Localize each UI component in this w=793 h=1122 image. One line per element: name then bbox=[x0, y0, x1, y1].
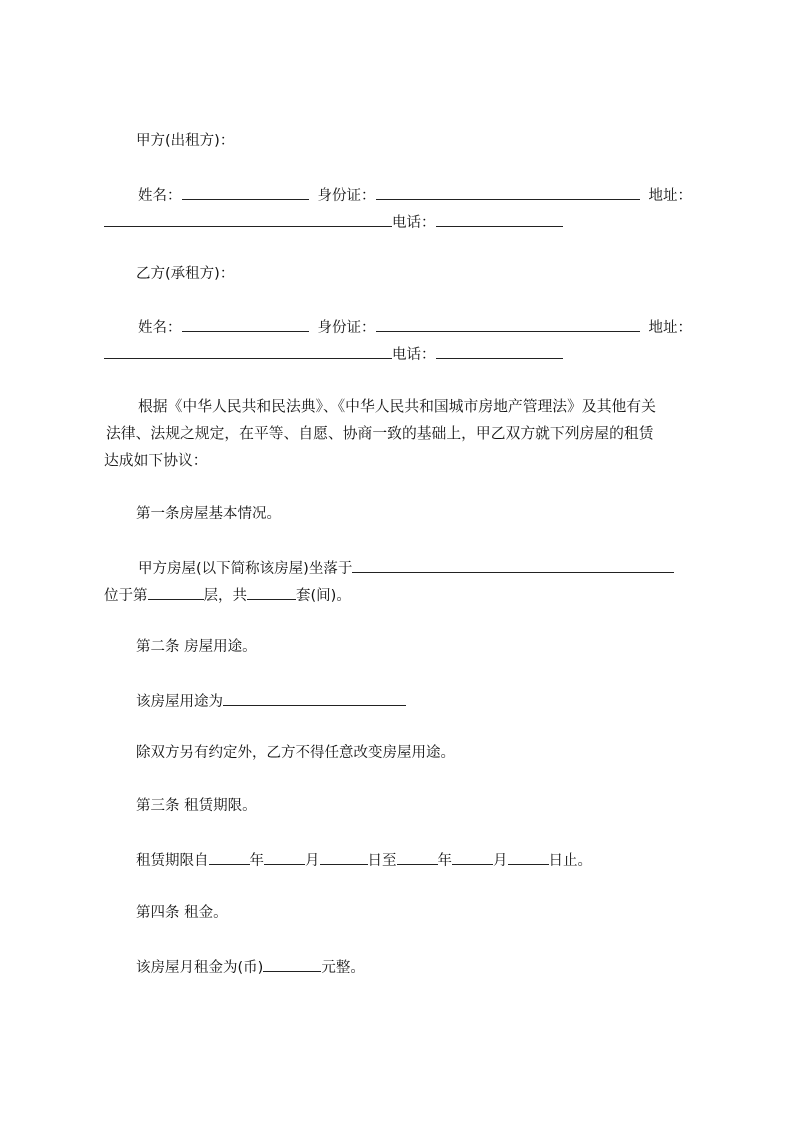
end-day-blank[interactable] bbox=[508, 849, 549, 865]
lessor-name-label: 姓名： bbox=[138, 188, 182, 204]
article-1-title: 第一条房屋基本情况。 bbox=[136, 506, 281, 522]
location-blank[interactable] bbox=[352, 557, 674, 573]
preamble-line-3: 达成如下协议： bbox=[104, 452, 208, 469]
use-blank[interactable] bbox=[223, 690, 406, 706]
article-1-location-row bbox=[138, 557, 674, 577]
use-label: 该房屋用途为 bbox=[136, 694, 223, 710]
lessor-phone-label: 电话： bbox=[392, 215, 436, 231]
lessee-address-blank[interactable] bbox=[104, 343, 392, 359]
end-year-label: 年 bbox=[437, 853, 452, 869]
floor-blank[interactable] bbox=[148, 584, 204, 600]
rent-amount-blank[interactable] bbox=[263, 956, 321, 972]
lessor-id-blank[interactable] bbox=[376, 184, 640, 200]
end-month-blank[interactable] bbox=[452, 849, 493, 865]
lessor-address-phone-row bbox=[104, 211, 563, 231]
lessor-heading: 甲方(出租方)： bbox=[136, 133, 235, 149]
article-4-title: 第四条 租金。 bbox=[136, 905, 228, 921]
lessor-phone-blank[interactable] bbox=[436, 211, 563, 227]
lessor-id-label: 身份证： bbox=[317, 188, 376, 204]
lessor-info-row bbox=[138, 184, 692, 204]
lessee-address-phone-row bbox=[104, 343, 563, 363]
floor-label: 位于第 bbox=[104, 588, 148, 604]
floor-mid-label: 层，共 bbox=[203, 588, 247, 604]
lessee-heading: 乙方(承租方)： bbox=[136, 266, 235, 282]
preamble-line-1: 根据《中华人民共和民法典》、《中华人民共和国城市房地产管理法》及其他有关 bbox=[138, 398, 656, 415]
units-label: 套(间)。 bbox=[296, 588, 351, 604]
start-year-blank[interactable] bbox=[209, 849, 250, 865]
preamble-line-2: 法律、法规之规定，在平等、自愿、协商一致的基础上，甲乙双方就下列房屋的租赁 bbox=[106, 425, 654, 442]
article-2-restriction: 除双方另有约定外，乙方不得任意改变房屋用途。 bbox=[136, 745, 455, 761]
lessee-name-label: 姓名： bbox=[138, 320, 182, 336]
end-month-label: 月 bbox=[493, 853, 508, 869]
rent-suffix-label: 元整。 bbox=[321, 960, 365, 976]
location-label: 甲方房屋(以下简称该房屋)坐落于 bbox=[138, 561, 353, 577]
lessee-name-blank[interactable] bbox=[182, 316, 309, 332]
lessee-phone-label: 电话： bbox=[392, 347, 436, 363]
article-3-term-row bbox=[136, 849, 592, 869]
end-day-label: 日止。 bbox=[548, 853, 592, 869]
article-2-title: 第二条 房屋用途。 bbox=[136, 639, 257, 655]
lessee-id-blank[interactable] bbox=[376, 316, 640, 332]
units-blank[interactable] bbox=[247, 584, 296, 600]
start-month-label: 月 bbox=[305, 853, 320, 869]
lessee-phone-blank[interactable] bbox=[436, 343, 563, 359]
article-3-title: 第三条 租赁期限。 bbox=[136, 798, 257, 814]
start-day-blank[interactable] bbox=[320, 849, 368, 865]
lessee-id-label: 身份证： bbox=[317, 320, 376, 336]
rent-label: 该房屋月租金为(币) bbox=[136, 960, 264, 976]
lessor-address-blank[interactable] bbox=[104, 211, 392, 227]
article-4-rent-row bbox=[136, 956, 365, 976]
start-month-blank[interactable] bbox=[264, 849, 305, 865]
end-year-blank[interactable] bbox=[397, 849, 438, 865]
lessee-address-label: 地址： bbox=[648, 320, 692, 336]
start-year-label: 年 bbox=[249, 853, 264, 869]
article-1-floor-row bbox=[104, 584, 351, 604]
lessor-name-blank[interactable] bbox=[182, 184, 309, 200]
start-day-label: 日至 bbox=[367, 853, 397, 869]
article-2-use-row bbox=[136, 690, 406, 710]
term-label: 租赁期限自 bbox=[136, 853, 209, 869]
lessor-address-label: 地址： bbox=[648, 188, 692, 204]
lessee-info-row bbox=[138, 316, 692, 336]
